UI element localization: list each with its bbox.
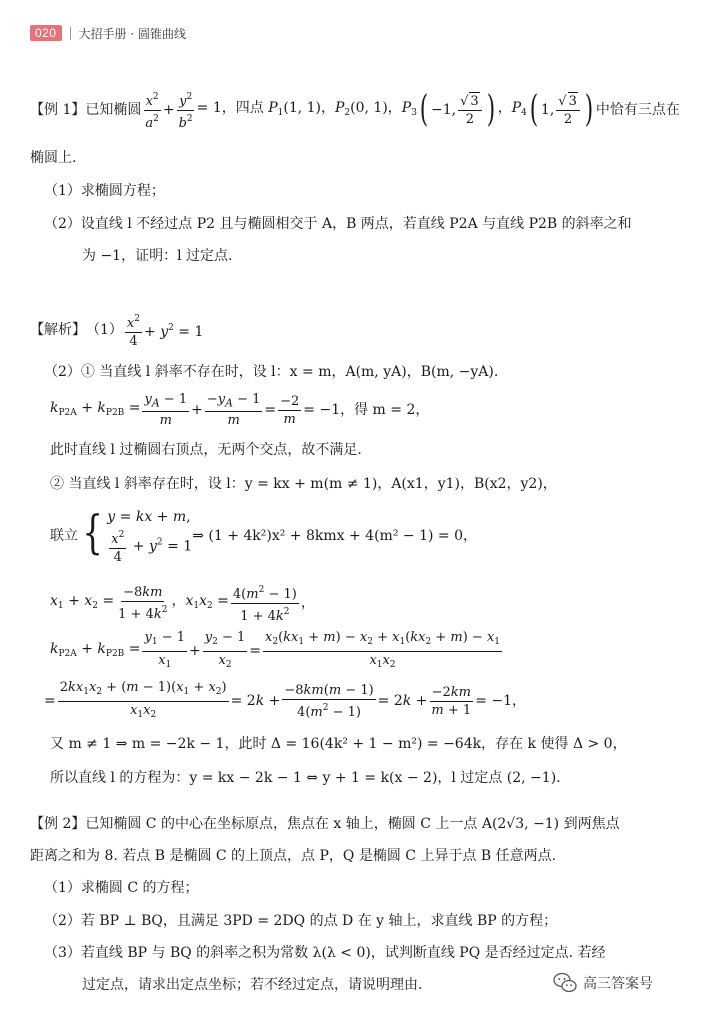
ex1-p4-frac: $\frac{√ 3}{2}$	[556, 92, 580, 128]
solution-lianli: 联立	[50, 528, 78, 544]
ex2-line1	[30, 814, 620, 834]
solution-line2: （2）① 当直线 l 斜率不存在时，设 l：x = m，A(m, yA)，B(m, −yA).	[44, 364, 499, 380]
solution-line6-tail: ⇒ (1 + 4k²)x² + 8kmx + 4(m² − 1) = 0，	[192, 528, 477, 544]
solution-line10: 又 m ≠ 1 ⇒ m = −2k − 1，此时 Δ = 16(4k² + 1 − m²) = −64k，存在 k 使得 Δ > 0，	[50, 736, 627, 752]
solution-line9: = $\frac{2kx_1x_2 + (m - 1)(x_1 + x_2)}{x_1x_2}$ = 2k + $\frac{-8km(m - 1)}{4(m^2 - 1)}$ = 2k + $\frac{-2km}{m + 1}$ = −1，	[44, 679, 527, 720]
ex1-question-2: （2）设直线 l 不经过点 P2 且与椭圆相交于 A，B 两点，若直线 P2A 与直线 P2B 的斜率之和	[44, 216, 632, 232]
solution-line6	[50, 506, 477, 566]
ex1-tag: 【例 1】	[30, 102, 86, 118]
solution-line3: $k_{P2A} + k_{P2B}$ = $\frac{y_A - 1}{m}$ + $\frac{-y_A - 1}{m}$ = $\frac{-2}{m}$ = −1，得 m = 2，	[50, 391, 430, 429]
solution-line1: 【解析】 （1） $\frac{x^2}{4}$ + $y^2 = 1$	[30, 312, 203, 348]
ex2-question-3-cont: 过定点，请求出定点坐标；若不经过定点，请说明理由.	[82, 977, 423, 993]
solution-frac-x2-4: $\frac{x^2}{4}$	[125, 311, 142, 350]
solution-line7: $x_1 + x_2$ = $\frac{-8km}{1 + 4k^2}$ ，$x_1x_2$ = $\frac{4(m^2 - 1)}{1 + 4k^2}$ ，	[50, 584, 315, 622]
watermark	[553, 972, 653, 994]
solution-tag: 【解析】	[30, 322, 86, 338]
ex1-line1: 【例 1】 已知椭圆 $\frac{x^2}{a^2}$ + $\frac{y^2}{b^2}$ = 1，四点 $P_1(1$, 1)，$P_2(0$, 1)，$P_3$ ( −1, $\frac{√ 3}{2}$ ) ，$P_4$ ( 1, $\frac{√ 3}{2}$ ) 中恰有三点在	[30, 89, 680, 131]
book-title: 大招手册 · 圆锥曲线	[78, 26, 186, 41]
ex1-ellipse-frac-x: $\frac{x^2}{a^2}$	[143, 89, 161, 132]
ex2-line2: 距离之和为 8. 若点 B 是椭圆 C 的上顶点，点 P，Q 是椭圆 C 上异于点 B 任意两点.	[30, 848, 557, 864]
ex1-line2: 椭圆上.	[30, 150, 77, 166]
page-number-badge: 020	[30, 25, 62, 41]
ex2-question-3: （3）若直线 BP 与 BQ 的斜率之积为常数 λ(λ < 0)，试判断直线 PQ 是否经过定点. 若经	[44, 945, 606, 961]
equation-system: { y = kx + m, $\frac{x^2}{4}$ + $y^2 = 1$	[82, 504, 193, 565]
ex1-question-1: （1）求椭圆方程；	[44, 183, 165, 199]
solution-line8: $k_{P2A} + k_{P2B}$ = $\frac{y_1 - 1}{x_1}$ + $\frac{y_2 - 1}{x_2}$ = $\frac{x_2(kx_1 + m) - x_2 + x_1(kx_2 + m) - x_1}{x_1x_2}$	[50, 629, 501, 670]
ex2-question-2: （2）若 BP ⊥ BQ，且满足 3PD = 2DQ 的点 D 在 y 轴上，求直线 BP 的方程；	[44, 913, 558, 929]
solution-part1-label: （1）	[86, 322, 123, 338]
ex1-question-2-cont: 为 −1，证明：l 过定点.	[82, 248, 233, 264]
ex1-text-1: 已知椭圆	[85, 102, 142, 118]
ex1-p3-frac: $\frac{√ 3}{2}$	[458, 92, 482, 128]
ex2-text-1: 已知椭圆 C 的中心在坐标原点，焦点在 x 轴上，椭圆 C 上一点 A(2√3, −1) 到两焦点	[85, 816, 620, 832]
watermark-text: 高三答案号	[583, 976, 653, 992]
ex1-text-tail: 中恰有三点在	[595, 102, 680, 118]
solution-line3-tail: = −1，得 m = 2，	[303, 402, 430, 418]
solution-line11: 所以直线 l 的方程为：y = kx − 2k − 1 ⇔ y + 1 = k(x − 2)，l 过定点 (2, −1).	[50, 770, 561, 786]
ex2-question-1: （1）求椭圆 C 的方程；	[44, 880, 199, 896]
solution-line4: 此时直线 l 过椭圆右顶点，无两个交点，故不满足.	[50, 442, 362, 458]
solution-line5: ② 当直线 l 斜率存在时，设 l：y = kx + m(m ≠ 1)，A(x1，y1)，B(x2，y2)，	[50, 476, 557, 492]
wechat-icon	[553, 972, 577, 994]
ex1-ellipse-frac-y: $\frac{y^2}{b^2}$	[177, 89, 195, 132]
ex2-tag: 【例 2】	[30, 816, 86, 832]
